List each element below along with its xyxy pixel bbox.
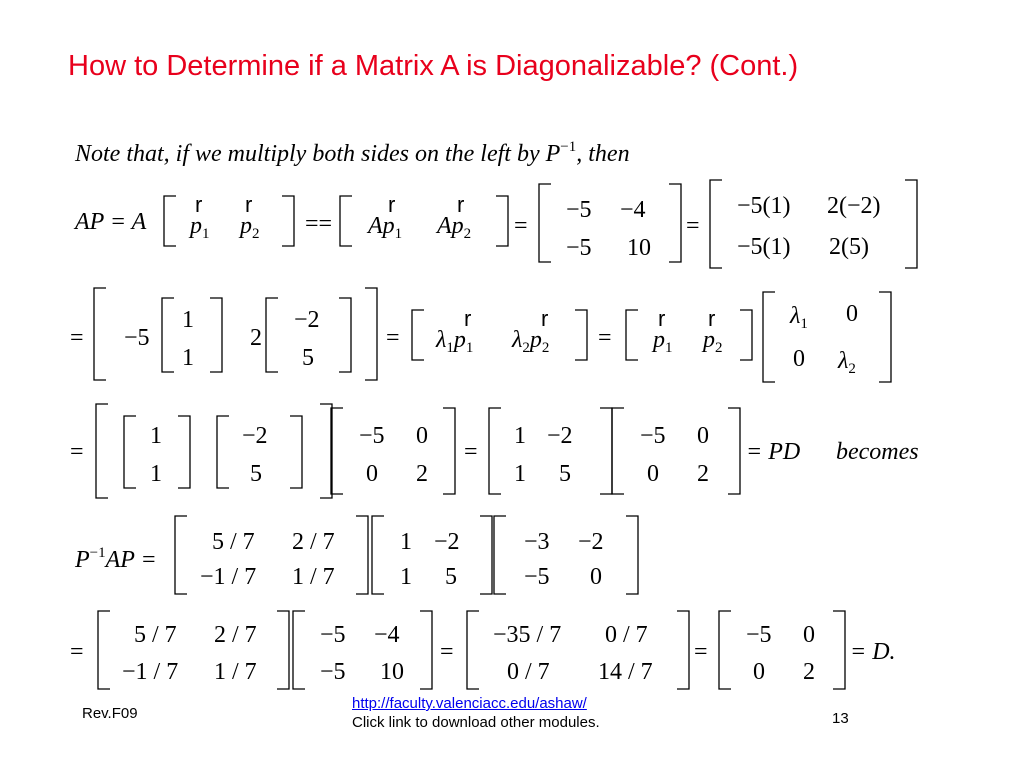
row4-p-22: 5 [445, 564, 457, 590]
vector-arrow: r [195, 192, 203, 217]
row4-p-21: 1 [400, 564, 412, 590]
row4-ap-11: −3 [524, 529, 550, 555]
row4-p-11: 1 [400, 529, 412, 555]
row1-a-12: −4 [620, 197, 646, 223]
row1-p2: $p_2$ [240, 213, 260, 242]
row5-a-12: −4 [374, 622, 400, 648]
row5-prod-12: 0 / 7 [605, 622, 648, 648]
row2-v1-top: 1 [182, 307, 194, 333]
row3-d2-11: −5 [640, 423, 666, 449]
row1-Ap1: $Ap_1$ [368, 213, 403, 242]
row2-lambda2-p2: $\lambda_2p_2$ [512, 327, 550, 356]
vector-arrow: r [388, 192, 396, 217]
row4-ap-12: −2 [578, 529, 604, 555]
row4-p-12: −2 [434, 529, 460, 555]
row3-d2-21: 0 [647, 461, 659, 487]
row4-ap-22: 0 [590, 564, 602, 590]
row5-pinv-21: −1 / 7 [122, 659, 179, 685]
row5-eq-b: = [440, 639, 454, 665]
row5-eq-c: = [694, 639, 708, 665]
page-number: 13 [832, 710, 849, 727]
row1-eq-b: = [686, 213, 700, 239]
row4-pinv-22: 1 / 7 [292, 564, 335, 590]
row1-Ap2: $Ap_2$ [437, 213, 472, 242]
row5-prod-21: 0 / 7 [507, 659, 550, 685]
row2-diag-12: 0 [846, 301, 858, 327]
vector-arrow: r [245, 192, 253, 217]
row5-d-11: −5 [746, 622, 772, 648]
row2-diag-l1: $\lambda_1$ [790, 303, 808, 332]
row5-d-22: 2 [803, 659, 815, 685]
row5-a-21: −5 [320, 659, 346, 685]
row4-pinv-21: −1 / 7 [200, 564, 257, 590]
row5-d-12: 0 [803, 622, 815, 648]
intro-after: , then [576, 141, 630, 167]
row2-diag-21: 0 [793, 346, 805, 372]
row5-pinv-22: 1 / 7 [214, 659, 257, 685]
row5-pinv-12: 2 / 7 [214, 622, 257, 648]
row2-p1: $p_1$ [653, 327, 673, 356]
footer-rev: Rev.F09 [82, 705, 138, 722]
row3-eq-a: = [70, 439, 84, 465]
row1-eq-a: = [514, 213, 528, 239]
footer-link[interactable]: http://faculty.valenciacc.edu/ashaw/ [352, 695, 587, 712]
row1-b-12: 2(−2) [827, 193, 881, 219]
row4-ap-21: −5 [524, 564, 550, 590]
intro-superscript: −1 [560, 139, 577, 155]
row3-becomes: becomes [836, 439, 919, 465]
row1-b-22: 2(5) [829, 234, 869, 260]
row3-d2-22: 2 [697, 461, 709, 487]
row2-eq-b: = [386, 325, 400, 351]
row2-v2-top: −2 [294, 307, 320, 333]
row2-lambda1-p1: $\lambda_1p_1$ [436, 327, 474, 356]
intro-before: Note that, if we multiply both sides on the left by P [75, 141, 561, 167]
row3-v2-bot: 5 [250, 461, 262, 487]
row4-lhs: $P^{-1}AP$ = [75, 545, 157, 573]
row1-b-21: −5(1) [737, 234, 791, 260]
vector-arrow: r [464, 306, 472, 331]
row4-pinv-12: 2 / 7 [292, 529, 335, 555]
row3-eq-b: = [464, 439, 478, 465]
row2-v2-bot: 5 [302, 345, 314, 371]
row2-scalar2: 2 [250, 325, 262, 351]
row2-eq-a: = [70, 325, 84, 351]
row3-d-12: 0 [416, 423, 428, 449]
row4-pinv-11: 5 / 7 [212, 529, 255, 555]
row1-b-11: −5(1) [737, 193, 791, 219]
row5-prod-11: −35 / 7 [493, 622, 562, 648]
row3-p-22: 5 [559, 461, 571, 487]
row2-p2: $p_2$ [703, 327, 723, 356]
row3-p-12: −2 [547, 423, 573, 449]
row3-tail: = PD [746, 439, 801, 465]
row3-v1-top: 1 [150, 423, 162, 449]
row5-eq-a: = [70, 639, 84, 665]
vector-arrow: r [658, 306, 666, 331]
row5-a-22: 10 [380, 659, 404, 685]
row3-v1-bot: 1 [150, 461, 162, 487]
row3-d-22: 2 [416, 461, 428, 487]
row2-v1-bot: 1 [182, 345, 194, 371]
row3-d2-12: 0 [697, 423, 709, 449]
row3-v2-top: −2 [242, 423, 268, 449]
row5-d-21: 0 [753, 659, 765, 685]
row1-a-11: −5 [566, 197, 592, 223]
row3-p-11: 1 [514, 423, 526, 449]
row5-a-11: −5 [320, 622, 346, 648]
row5-prod-22: 14 / 7 [598, 659, 653, 685]
row5-tail: = D. [850, 639, 896, 665]
vector-arrow: r [708, 306, 716, 331]
row5-pinv-11: 5 / 7 [134, 622, 177, 648]
row1-lhs: AP = A [75, 209, 147, 235]
row1-p1: $p_1$ [190, 213, 210, 242]
footer-note: Click link to download other modules. [352, 714, 600, 731]
row2-scalar1: −5 [124, 325, 150, 351]
row2-eq-c: = [598, 325, 612, 351]
row3-d-11: −5 [359, 423, 385, 449]
row1-a-22: 10 [627, 235, 651, 261]
row2-diag-l2: $\lambda_2$ [838, 348, 856, 377]
vector-arrow: r [457, 192, 465, 217]
row1-a-21: −5 [566, 235, 592, 261]
vector-arrow: r [541, 306, 549, 331]
row3-d-21: 0 [366, 461, 378, 487]
slide-title: How to Determine if a Matrix A is Diagonalizable? (Cont.) [68, 50, 799, 82]
row1-eqeq: == [305, 211, 333, 237]
row3-p-21: 1 [514, 461, 526, 487]
